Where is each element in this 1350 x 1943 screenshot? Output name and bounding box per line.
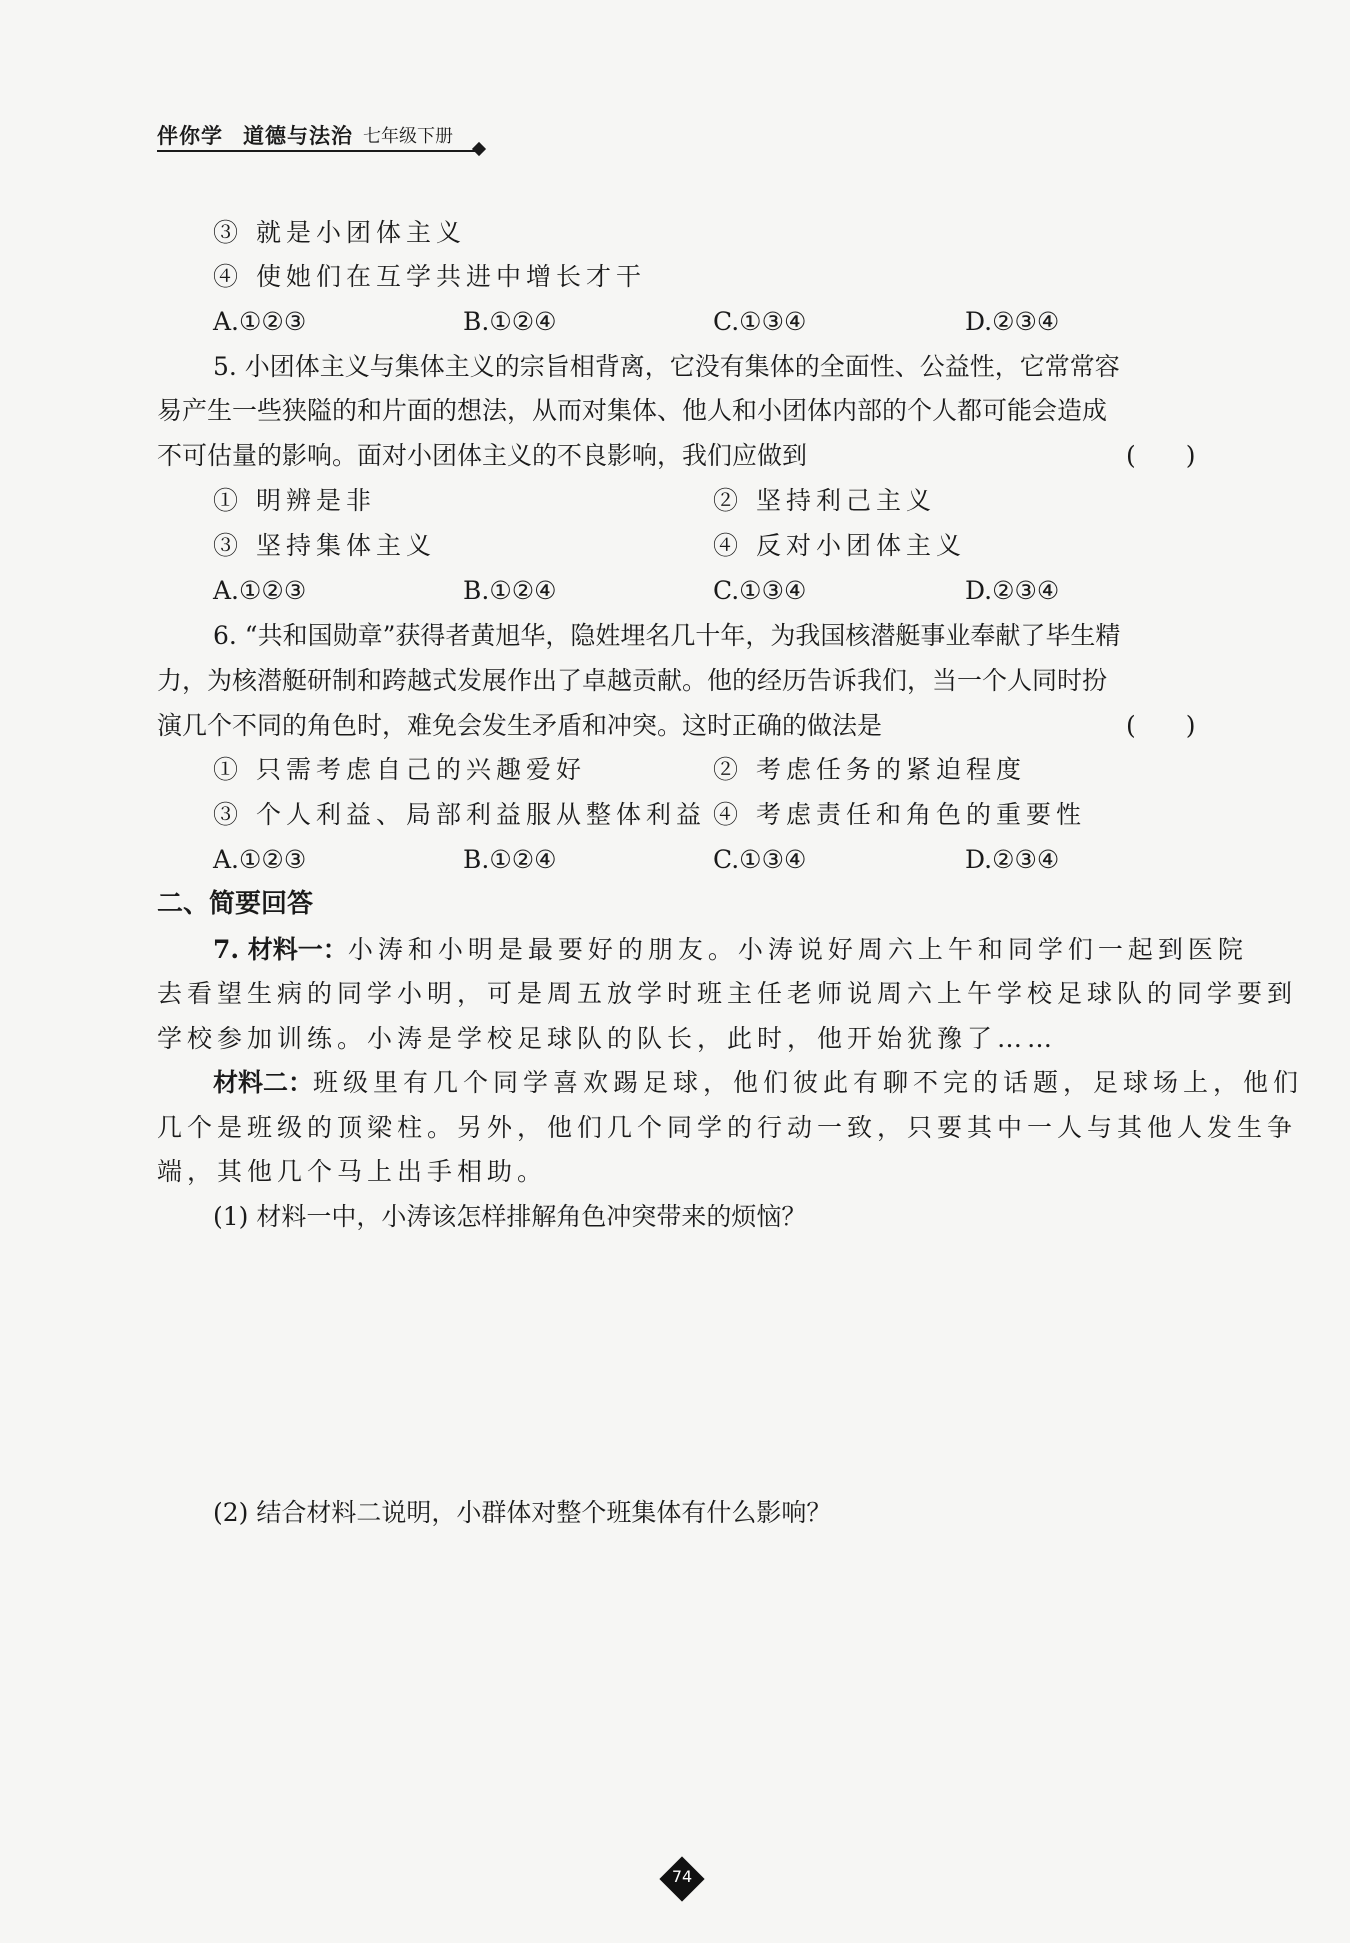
q5-option-3: ③ 坚持集体主义 (213, 531, 436, 560)
q4-option-4: ④ 使她们在互学共进中增长才干 (213, 262, 646, 291)
q7-material-2-line-2: 几个是班级的顶梁柱。另外，他们几个同学的行动一致，只要其中一人与其他人发生争 (157, 1113, 1298, 1142)
q6-choice-b: B.①②④ (463, 845, 557, 874)
header-grade: 七年级下册 (363, 126, 453, 147)
q7-material-2-text: 班级里有几个同学喜欢踢足球，他们彼此有聊不完的话题，足球场上，他们 (313, 1068, 1304, 1097)
q7-material-2-line-3: 端，其他几个马上出手相助。 (157, 1157, 548, 1186)
page-header (157, 118, 497, 152)
q5-stem-line-2: 易产生一些狭隘的和片面的想法，从而对集体、他人和小团体内部的个人都可能会造成 (157, 396, 1108, 425)
q6-option-4: ④ 考虑责任和角色的重要性 (713, 800, 1086, 829)
q5-choice-b: B.①②④ (463, 576, 557, 605)
q5-choice-d: D.②③④ (965, 576, 1060, 605)
q6-stem-line-1: 6. “共和国勋章”获得者黄旭华，隐姓埋名几十年，为我国核潜艇事业奉献了毕生精 (213, 621, 1121, 650)
q6-stem-line-3: 演几个不同的角色时，难免会发生矛盾和冲突。这时正确的做法是 (157, 711, 883, 740)
q5-stem-line-3: 不可估量的影响。面对小团体主义的不良影响，我们应做到 (157, 441, 808, 470)
q5-answer-blank: ( ) (1126, 441, 1196, 470)
q7-material-1-line-1 (213, 935, 1248, 965)
q4-choice-b: B.①②④ (463, 307, 557, 336)
q7-material-1-line-3: 学校参加训练。小涛是学校足球队的队长，此时，他开始犹豫了…… (157, 1024, 1058, 1053)
q4-option-3: ③ 就是小团体主义 (213, 218, 466, 247)
q7-material-2-label: 材料二： (213, 1068, 314, 1097)
page-number: 74 (671, 1867, 693, 1886)
q6-stem-line-2: 力，为核潜艇研制和跨越式发展作出了卓越贡献。他的经历告诉我们，当一个人同时扮 (157, 666, 1108, 695)
q5-option-4: ④ 反对小团体主义 (713, 531, 966, 560)
q7-material-2-line-1 (213, 1068, 1303, 1098)
q5-stem-line-1: 5. 小团体主义与集体主义的宗旨相背离，它没有集体的全面性、公益性，它常常容 (213, 352, 1120, 381)
q6-option-1: ① 只需考虑自己的兴趣爱好 (213, 755, 586, 784)
header-brand: 伴你学 (157, 124, 223, 148)
q5-choice-a: A.①②③ (213, 576, 307, 605)
q7-sub-question-1: (1) 材料一中，小涛该怎样排解角色冲突带来的烦恼？ (213, 1202, 807, 1231)
q5-choice-c: C.①③④ (713, 576, 807, 605)
q6-choice-c: C.①③④ (713, 845, 807, 874)
header-rule (157, 150, 479, 152)
section-title: 二、简要回答 (157, 889, 314, 919)
q5-option-1: ① 明辨是非 (213, 486, 376, 515)
header-diamond-icon (472, 142, 486, 156)
q6-answer-blank: ( ) (1126, 711, 1196, 740)
q5-option-2: ② 坚持利己主义 (713, 486, 936, 515)
q7-material-1-label: 7. 材料一： (213, 935, 348, 964)
q6-option-3: ③ 个人利益、局部利益服从整体利益 (213, 800, 706, 829)
q6-choice-a: A.①②③ (213, 845, 307, 874)
page-number-badge (660, 1857, 704, 1901)
q6-option-2: ② 考虑任务的紧迫程度 (713, 755, 1026, 784)
q7-material-1-text: 小涛和小明是最要好的朋友。小涛说好周六上午和同学们一起到医院 (347, 935, 1248, 964)
q4-choice-c: C.①③④ (713, 307, 807, 336)
q6-choice-d: D.②③④ (965, 845, 1060, 874)
q4-choice-a: A.①②③ (213, 307, 307, 336)
q4-choice-d: D.②③④ (965, 307, 1060, 336)
q7-sub-question-2: (2) 结合材料二说明，小群体对整个班集体有什么影响？ (213, 1498, 832, 1527)
q7-material-1-line-2: 去看望生病的同学小明，可是周五放学时班主任老师说周六上午学校足球队的同学要到 (157, 979, 1298, 1008)
header-subject: 道德与法治 (243, 124, 353, 148)
